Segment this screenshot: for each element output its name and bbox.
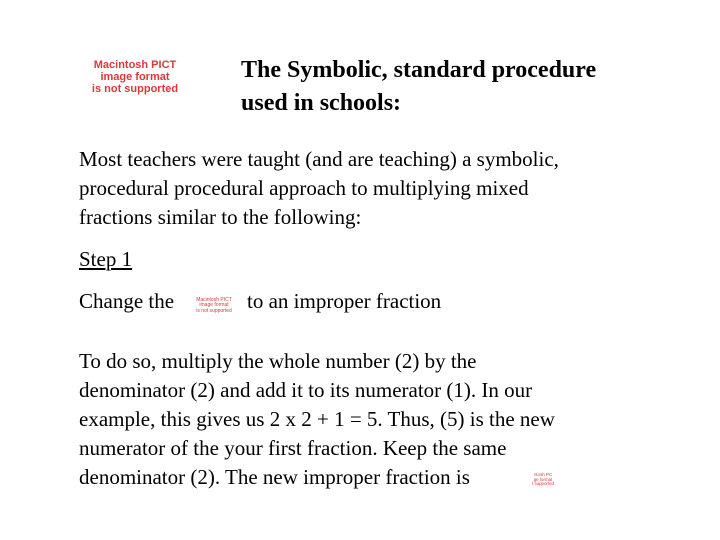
- step-heading: Step 1: [79, 247, 133, 271]
- explanation-line: To do so, multiply the whole number (2) by the: [79, 349, 477, 373]
- placeholder-line: t supported: [532, 481, 554, 487]
- placeholder-line: ntosh PC: [533, 471, 553, 477]
- placeholder-line: is not supported: [91, 82, 179, 95]
- title-line: The Symbolic, standard procedure: [241, 57, 597, 83]
- explanation-paragraph: [79, 347, 555, 492]
- slide-title: [241, 54, 596, 120]
- change-prefix-text: Change the: [79, 289, 175, 313]
- placeholder-line: Macintosh PICT: [93, 59, 177, 72]
- intro-line: procedural procedural approach to multiplying mixed: [79, 176, 529, 200]
- explanation-line: denominator (2). The new improper fraction is: [79, 465, 470, 489]
- intro-line: Most teachers were taught (and are teaching) a symbolic,: [79, 147, 559, 171]
- explanation-line: numerator of the your first fraction. Keep the same: [79, 436, 507, 460]
- placeholder-line: ge format: [533, 476, 553, 482]
- intro-paragraph: [79, 145, 559, 232]
- placeholder-line: image format: [199, 302, 229, 309]
- mixed-fraction-image-placeholder: [195, 288, 233, 324]
- change-suffix-text: to an improper fraction: [247, 289, 442, 313]
- placeholder-line: image format: [100, 71, 170, 84]
- placeholder-line: Macintosh PICT: [196, 296, 232, 303]
- intro-line: fractions similar to the following:: [79, 205, 362, 229]
- unsupported-image-placeholder: [82, 52, 188, 104]
- explanation-line: denominator (2) and add it to its numerator (1). In our: [79, 378, 533, 402]
- explanation-line: example, this gives us 2 x 2 + 1 = 5. Thus, (5) is the new: [79, 407, 555, 431]
- improper-fraction-image-placeholder: [530, 465, 556, 495]
- title-line: used in schools:: [241, 90, 402, 116]
- placeholder-line: is not supported: [196, 307, 232, 314]
